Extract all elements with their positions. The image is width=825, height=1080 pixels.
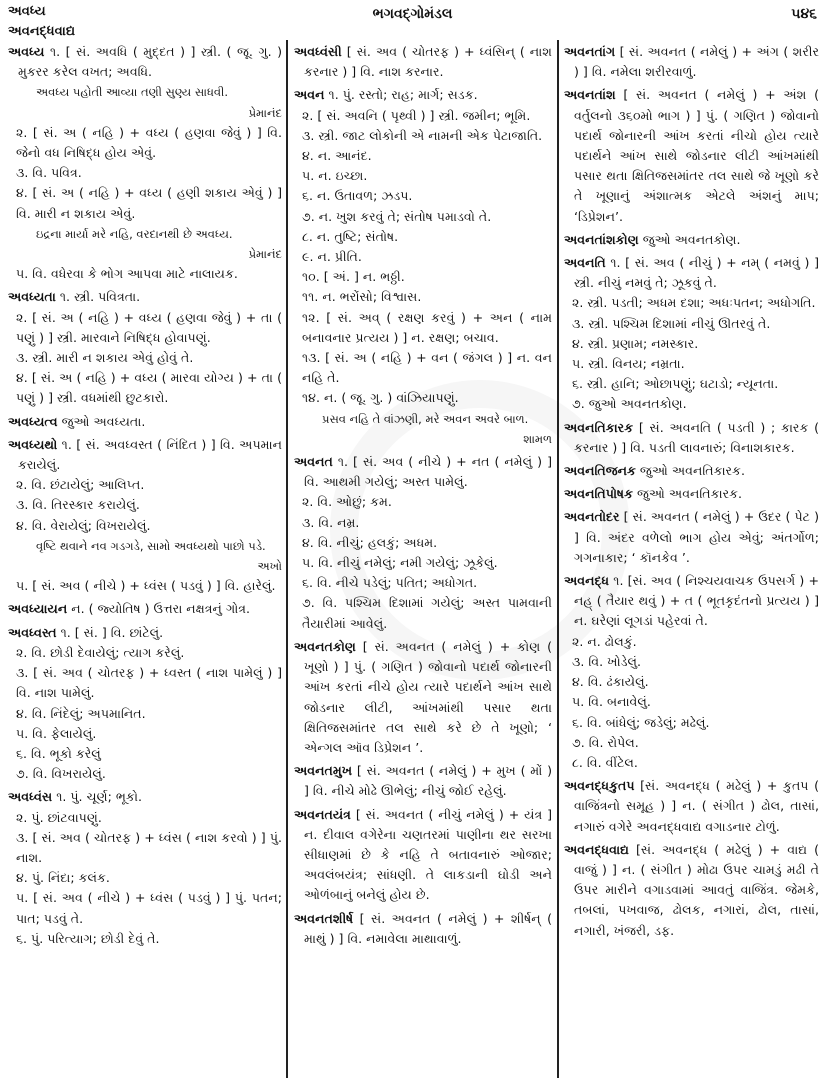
entry-sense: ૨. [ સં. અ ( નહિ ) + વધ્ય ( હણવા જેવું ) ] વિ. જેનો વધ નિષિદ્ધ હોય એવું. [16, 124, 282, 161]
entry-sense: ૮. ન. તુષ્ટિ; સંતોષ. [302, 228, 399, 244]
entry-sense: ૩. સ્ત્રી. જાટ લોકોની એ નામની એક પેટાજાતિ. [302, 127, 543, 143]
column-1 [8, 42, 282, 1078]
entry-sense: ૬. વિ. બાંધેલું; જડેલું; મઢેલું. [572, 714, 710, 730]
dictionary-entry [564, 840, 819, 941]
dictionary-entry [8, 623, 282, 785]
dictionary-entry [564, 42, 819, 82]
entry-sense: ૫. સ્ત્રી. વિનય; નમ્રતા. [572, 356, 685, 372]
entry-sense: ૨. વિ. છોડી દેવાયેલું; ત્યાગ કરેલું. [16, 644, 185, 660]
entry-headword: અવનતોદર [564, 509, 620, 525]
entry-definition: [ સં. અવનત ( નમેલું ) + અંગ ( શરીર ) ] વિ. નમેલા શરીરવાળું. [574, 44, 819, 80]
entry-definition: ૧. પું. રસ્તો; રાહ; માર્ગ; સડક. [328, 87, 478, 103]
entry-sense: ૭. વિ. રોપેલ. [572, 734, 639, 750]
entry-definition: ૧. [સં. અવ ( નિશ્ચયવાચક ઉપસર્ગ ) + નહ્ ( તૈયાર થવું ) + ત ( ભૂતકૃદંતનો પ્રત્યય ) ] ન. ઘરેણાં લૂગડાં પહેરવાં તે. [574, 573, 819, 629]
entry-headword: અવધ્યતા [8, 289, 56, 305]
entry-sense: ૩. વિ. નમ્ર. [302, 514, 360, 530]
entry-definition: ૧. સ્ત્રી. પવિત્રતા. [59, 289, 141, 305]
entry-headword: અવનતાંશ [564, 87, 616, 103]
dictionary-entry [8, 435, 282, 597]
entry-headword: અવનતિજનક [564, 463, 636, 479]
entry-sense: ૬. વિ. નીચે પડેલું; પતિત; અધોગત. [302, 575, 478, 591]
entry-sense: ૪. વિ. નીચું; હલકું; અધમ. [302, 534, 438, 550]
entry-headword: અવનતશીર્ષ [294, 910, 354, 926]
entry-sense: ૪. વિ. નિંદેલું; અપમાનિત. [16, 705, 146, 721]
entry-definition: ૧. [ સં. અવધ્વસ્ત ( નિંદિત ) ] વિ. અપમાન કરાયેલું. [18, 436, 282, 473]
entry-headword: અવધ્ય [8, 44, 45, 59]
entry-definition: ન. ( જ્યોતિષ ) ઉત્તરા નક્ષત્રનું ગોત્ર. [71, 601, 251, 617]
entry-definition: [ સં. અવ ( ચોતરફ ) + ધ્વંસિન્ ( નાશ કરનાર ) ] વિ. નાશ કરનાર. [304, 44, 552, 80]
entry-headword: અવધ્વંસ [8, 789, 53, 805]
quote-text: પ્રસવ નહિ તે વાંઝણી, મરે અવન અવરે બાળ. [322, 411, 529, 426]
entry-sense: ૨. ન. ઢોલકું. [572, 633, 637, 649]
entry-headword: અવનદ્ધકુતપ [564, 778, 635, 794]
quote-author: પ્રેમાનંદ [248, 105, 282, 120]
entry-sense: ૬. વિ. ભૂકો કરેલું [16, 745, 101, 761]
entry-headword: અવનતમુખ [294, 763, 353, 779]
dictionary-entry [8, 412, 282, 432]
entry-headword: અવધ્યથો [8, 436, 58, 452]
dictionary-entry [8, 599, 282, 619]
dictionary-entry [294, 805, 552, 906]
dictionary-entry [294, 761, 552, 801]
citation-quote [18, 536, 282, 576]
entry-sense: ૬. ન. ઉતાવળ; ઝડપ. [302, 188, 413, 204]
dictionary-entry [564, 461, 819, 481]
entry-sense: ૭. વિ. વિખરાયેલું. [16, 766, 106, 782]
dictionary-entry [564, 418, 819, 458]
entry-sense: ૨. [ સં. અ ( નહિ ) + વધ્ય ( હણવા જેવું ) + તા ( પણું ) ] સ્ત્રી. મારવાને નિષિદ્ધ હોવાપણું. [16, 309, 282, 345]
entry-sense: ૫. [ સં. અવ ( નીચે ) + ધ્વંસ ( પડવું ) ] પું. પતન; પાત; પડવું તે. [16, 890, 282, 926]
entry-sense: ૩. વિ. પવિત્ર. [16, 165, 82, 181]
entry-sense: ૧૦. [ અં. ] ન. ભઠ્ઠી. [302, 269, 405, 285]
entry-sense: ૪. વિ. ઢંકાયેલું. [572, 674, 649, 690]
entry-sense: ૪. સ્ત્રી. પ્રણામ; નમસ્કાર. [572, 335, 699, 351]
entry-sense: ૪. વિ. વેરાયેલું; વિખરાયેલું. [16, 517, 151, 533]
page-number: ૫૪૬ [791, 6, 817, 22]
column-divider [557, 40, 559, 1078]
entry-headword: અવનદ્ધવાદ્ય [564, 841, 629, 857]
dictionary-entry [294, 909, 552, 949]
entry-sense: ૪. [ સં. અ ( નહિ ) + વધ્ય ( હણી શકાય એવું ) ] વિ. મારી ન શકાય એવું. [16, 185, 282, 221]
quote-author: પ્રેમાનંદ [248, 247, 282, 262]
quote-text: અવધ્ય પહોતી આવ્યા તણી સુણ્ય સાધવી. [36, 85, 229, 100]
citation-quote [18, 82, 282, 122]
entry-definition: ૧. [ સં. ] વિ. છાંટેલું. [60, 624, 164, 640]
entry-headword: અવનતિકારક [564, 419, 634, 435]
entry-sense: ૩. વિ. તિરસ્કાર કરાયેલું. [16, 497, 140, 513]
entry-sense: ૨. પું. છાંટવાપણું. [16, 809, 102, 825]
dictionary-entry [564, 230, 819, 250]
running-head-first: અવધ્ય [8, 4, 46, 19]
entry-headword: અવનતિપોષક [564, 486, 633, 502]
entry-definition: [સં. અવનદ્ધ ( મઢેલું ) + વાદ્ય ( વાજું ) ] ન. ( સંગીત ) મોઢા ઉપર ચામડું મઢી તે ઉપર મારીને વગાડવામાં આવતું વાજિંત્ર. જેમકે, તબલાં, પખવાજ, ઢોલક, નગારાં, ઢોલ, તાસાં, નગારી, ખંજરી, ડફ. [574, 841, 819, 938]
entry-definition: [ સં. અવનત ( નીચું નમેલું ) + યંત્ર ] ન. દીવાલ વગેરેના ચણતરમાં પાણીના થર સરખા સીધાણમાં છે કે નહિ તે બતાવનારું ઓજાર; અવલંબયંત્ર; સાંધણી. તે લાકડાની ઘોડી અને ઓળંબાનું બનેલું હોય છે. [304, 806, 552, 903]
entry-sense: ૩. વિ. ખોડેલું. [572, 653, 642, 669]
entry-definition: જુઓ અવનતિકારક. [639, 463, 745, 479]
entry-headword: અવધ્યત્વ [8, 413, 58, 429]
entry-sense: ૩. સ્ત્રી. મારી ન શકાય એવું હોવું તે. [16, 350, 194, 366]
citation-quote [304, 409, 552, 449]
column-divider [286, 40, 288, 1078]
entry-headword: અવધ્વસ્ત [8, 624, 57, 640]
entry-sense: ૪. [ સં. અ ( નહિ ) + વધ્ય ( મારવા યોગ્ય ) + તા ( પણું ) ] સ્ત્રી. વધમાંથી છુટકારો. [16, 370, 282, 406]
entry-headword: અવનતિ [564, 255, 606, 271]
entry-sense: ૨. [ સં. અવનિ ( પૃથ્વી ) ] સ્ત્રી. જમીન; ભૂમિ. [302, 107, 531, 123]
entry-sense: ૯. ન. પ્રીતિ. [302, 249, 362, 265]
entry-sense: ૮. વિ. વીંટેલ. [572, 754, 638, 770]
quote-text: ઇદ્રના માર્યા મરે નહિ, વરદાનથી છે અવધ્ય. [36, 226, 233, 241]
entry-sense: ૫. ન. ઇચ્છા. [302, 168, 368, 184]
dictionary-entry [294, 85, 552, 449]
entry-definition: જુઓ અવનતિકારક. [636, 486, 743, 502]
entry-sense: ૭. વિ. પશ્ચિમ દિશામાં ગયેલું; અસ્ત પામવાની તૈયારીમાં આવેલું. [302, 595, 552, 631]
entry-definition: જુઓ અવનતકોણ. [642, 231, 741, 247]
entry-sense: ૭. જુઓ અવનતકોણ. [572, 396, 687, 412]
column-2 [294, 42, 552, 1078]
entry-sense: ૩. [ સં. અવ ( ચોતરફ ) + ધ્વંસ ( નાશ કરવો ) ] પું. નાશ. [16, 829, 282, 865]
entry-definition: [ સં. અવનત ( નમેલું ) + ઉદર ( પેટ ) ] વિ. અંદર વળેલો ભાગ હોય એવું; અંતર્ગોળ; ગગનાકાર; ‘ કૉનકેવ ’. [574, 509, 819, 565]
entry-definition: [ સં. અવનત ( નમેલું ) + શીર્ષન્ ( માથું ) ] વિ. નમાવેલા માથાવાળું. [304, 910, 552, 946]
entry-sense: ૧૩. [ સં. અ ( નહિ ) + વન ( જંગલ ) ] ન. વન નહિ તે. [302, 350, 552, 386]
entry-headword: અવનતાંગ [564, 44, 616, 59]
dictionary-entry [294, 42, 552, 82]
page-title: ભગવદ્ગોમંડલ [372, 6, 453, 22]
entry-sense: ૩. [ સં. અવ ( ચોતરફ ) + ધ્વસ્ત ( નાશ પામેલું ) ] વિ. નાશ પામેલું. [16, 665, 282, 701]
dictionary-entry [294, 637, 552, 758]
quote-author: શામળ [523, 431, 552, 446]
entry-definition: ૧. [ સં. અવ ( નીચું ) + નમ્ ( નમવું ) ] સ્ત્રી. નીચું નમવું તે; ઝૂકવું તે. [574, 255, 819, 291]
entry-definition: [ સં. અવનતિ ( પડતી ) ; કારક ( કરનાર ) ] વિ. પડતી લાવનારું; વિનાશકારક. [574, 419, 819, 455]
citation-quote [18, 224, 282, 264]
entry-sense: ૨. વિ. ઓછું; કમ. [302, 494, 392, 510]
entry-definition: ૧. પું. ચૂર્ણ; ભૂકો. [56, 789, 142, 805]
dictionary-entry [564, 507, 819, 568]
entry-sense: ૬. સ્ત્રી. હાનિ; ઓછાપણું; ઘટાડો; ન્યૂનતા. [572, 376, 779, 392]
entry-definition: [ સં. અવનત ( નમેલું ) + અંશ ( વર્તુલનો ૩૬૦મો ભાગ ) ] પું. ( ગણિત ) જોવાનો પદાર્થ જોનારની આંખ કરતાં નીચો હોય ત્યારે પદાર્થને આંખ સાથે જોડનાર લીટી આંખમાંથી પસાર થતા ક્ષિતિજસમાંતર તલ સાથે જે ખૂણો કરે તે ખૂણાનું અંશાત્મક એટલે અંશનું માપ; ‘ડિપ્રેશન’. [574, 87, 819, 224]
entry-headword: અવનત [294, 454, 333, 470]
dictionary-entry [564, 253, 819, 415]
entry-sense: ૨. સ્ત્રી. પડતી; અધમ દશા; અધઃપતન; અધોગતિ. [572, 295, 816, 311]
entry-sense: ૫. [ સં. અવ ( નીચે ) + ધ્વંસ ( પડવું ) ] વિ. હારેલું. [16, 578, 276, 594]
dictionary-entry [8, 287, 282, 408]
dictionary-entry [564, 85, 819, 226]
dictionary-entry [564, 776, 819, 837]
entry-definition: [ સં. અવનત ( નમેલું ) + કોણ ( ખૂણો ) ] પું. ( ગણિત ) જોવાનો પદાર્થ જોનારની આંખ કરતાં નીચે હોય ત્યારે પદાર્થને આંખ સાથે જોડનાર લીટી, આંખમાંથી પસાર થતા ક્ષિતિજસમાંતર તલ સાથે કરે છે તે ખૂણો; ‘ એન્ગલ ઑવ ડિપ્રેશન ’. [304, 638, 552, 755]
entry-definition: ૧. [ સં. અવ ( નીચે ) + નત ( નમેલું ) ] વિ. આથમી ગયેલું; અસ્ત પામેલું. [304, 454, 552, 490]
dictionary-entry [8, 42, 282, 284]
entry-sense: ૫. વિ. બનાવેલું. [572, 694, 651, 710]
entry-sense: ૭. ન. ખુશ કરવું તે; સંતોષ પમાડવો તે. [302, 208, 492, 224]
entry-sense: ૫. વિ. ફેલાયેલું. [16, 725, 97, 741]
entry-sense: ૧૪. ન. ( જૂ. ગુ. ) વાંઝિયાપણું. [302, 390, 459, 406]
running-head-last: અવનદ્ધવાદ્ય [8, 24, 76, 39]
entry-sense: ૪. ન. આનંદ. [302, 148, 372, 164]
entry-definition: ૧. [ સં. અવધિ ( મુદ્દત ) ] સ્ત્રી. ( જૂ. ગુ. ) મુકરર કરેલ વખત; અવધિ. [18, 44, 282, 80]
entry-headword: અવનદ્ધ [564, 573, 610, 589]
entry-sense: ૧૧. ન. ભરોંસો; વિશ્વાસ. [302, 289, 422, 305]
column-3 [564, 42, 819, 1078]
entry-definition: જુઓ અવધ્યતા. [61, 413, 146, 429]
entry-headword: અવનતકોણ [294, 638, 356, 654]
entry-sense: ૬. પું. પરિત્યાગ; છોડી દેવું તે. [16, 930, 160, 946]
entry-headword: અવધ્વંસી [294, 44, 342, 59]
quote-text: વૃષ્ટિ થવાને નવ ગડગડે, સામો અવધ્યથો પાછો પડે. [36, 538, 266, 553]
entry-sense: ૧૨. [ સં. અવ્ ( રક્ષણ કરવું ) + અન ( નામ બનાવનાર પ્રત્યય ) ] ન. રક્ષણ; બચાવ. [302, 309, 552, 345]
entry-sense: ૫. વિ. નીચું નમેલું; નમી ગયેલું; ઝૂકેલું. [302, 555, 498, 571]
dictionary-entry [294, 452, 552, 634]
entry-headword: અવન [294, 87, 325, 103]
entry-headword: અવનતયંત્ર [294, 806, 351, 822]
entry-sense: ૨. વિ. છંટાયેલું; આલિપ્ત. [16, 477, 145, 493]
quote-author: અખો [257, 559, 282, 574]
entry-sense: ૪. પું. નિંદા; કલંક. [16, 870, 110, 886]
dictionary-entry [564, 484, 819, 504]
entry-definition: [ સં. અવનત ( નમેલું ) + મુખ ( મોં ) ] વિ. નીચે મોઢે ઊભેલું; નીચું જોઈ રહેલું. [304, 763, 552, 799]
entry-sense: ૩. સ્ત્રી. પશ્ચિમ દિશામાં નીચું ઊતરવું તે. [572, 315, 771, 331]
entry-headword: અવધ્યાયન [8, 601, 68, 617]
entry-sense: ૫. વિ. વધેરવા કે ભોગ આપવા માટે નાલાયક. [16, 266, 238, 282]
entry-definition: [સં. અવનદ્ધ ( મઢેલું ) + કુતપ ( વાજિંત્રનો સમૂહ ) ] ન. ( સંગીત ) ઢોલ, તાસાં, નગારું વગેરે અવનદ્ધવાદ્ય વગાડનાર ટોળું. [574, 778, 819, 834]
dictionary-entry [8, 787, 282, 949]
entry-headword: અવનતાંશકોણ [564, 231, 639, 247]
dictionary-entry [564, 571, 819, 773]
